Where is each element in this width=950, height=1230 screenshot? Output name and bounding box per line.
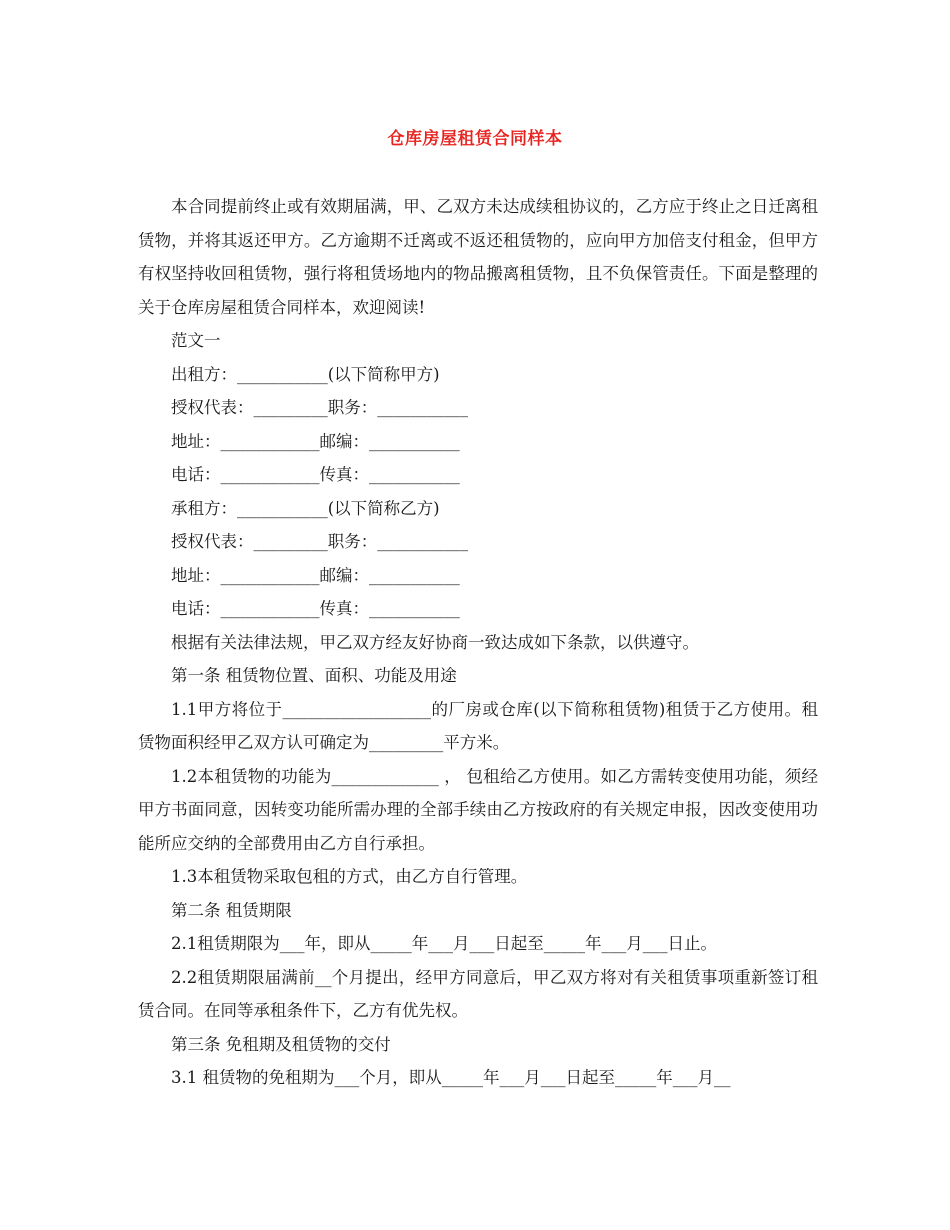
clause-1-2: 1.2本租赁物的功能为_____________ ， 包租给乙方使用。如乙方需转变使用功能，须经甲方书面同意，因转变功能所需办理的全部手续由乙方按政府的有关规定申报，因改变使用功能所应交纳的全部费用由乙方自行承担。 xyxy=(138,766,818,853)
document-title: 仓库房屋租赁合同样本 xyxy=(387,129,563,149)
article-2-heading: 第二条 租赁期限 xyxy=(171,900,292,920)
sample-heading: 范文一 xyxy=(171,331,221,350)
clause-3-1: 3.1 租赁物的免租期为___个月，即从_____年___月___日起至_____年___月__ xyxy=(171,1068,731,1087)
preamble-paragraph: 根据有关法律法规，甲乙双方经友好协商一致达成如下条款，以供遵守。 xyxy=(171,632,699,652)
lessor-representative-line: 授权代表：_________职务：___________ xyxy=(171,398,468,417)
lessee-address-line: 地址：____________邮编：___________ xyxy=(171,565,460,585)
intro-paragraph: 本合同提前终止或有效期届满，甲、乙双方未达成续租协议的，乙方应于终止之日迁离租赁物，并将其返还甲方。乙方逾期不迁离或不返还租赁物的，应向甲方加倍支付租金，但甲方有权坚持收回租赁物，强行将租赁场地内的物品搬离租赁物，且不负保管责任。下面是整理的关于仓库房屋租赁合同样本，欢迎阅读! xyxy=(138,197,818,317)
clause-2-2: 2.2租赁期限届满前__个月提出，经甲方同意后，甲乙双方将对有关租赁事项重新签订租赁合同。在同等承租条件下，乙方有优先权。 xyxy=(138,967,818,1020)
lessor-phone-line: 电话：____________传真：___________ xyxy=(171,465,460,484)
clause-1-1: 1.1甲方将位于__________________的厂房或仓库(以下简称租赁物)租赁于乙方使用。租赁物面积经甲乙双方认可确定为_________平方米。 xyxy=(138,699,818,752)
lessee-line: 承租方：___________(以下简称乙方) xyxy=(171,498,440,518)
document-body xyxy=(138,190,818,1095)
lessee-representative-line: 授权代表：_________职务：___________ xyxy=(171,532,468,551)
article-3-heading: 第三条 免租期及租赁物的交付 xyxy=(171,1034,391,1054)
lessor-address-line: 地址：____________邮编：___________ xyxy=(171,431,460,451)
lessor-line: 出租方：___________(以下简称甲方) xyxy=(171,364,440,384)
article-1-heading: 第一条 租赁物位置、面积、功能及用途 xyxy=(171,666,457,685)
clause-1-3: 1.3本租赁物采取包租的方式，由乙方自行管理。 xyxy=(171,867,528,886)
lessee-phone-line: 电话：____________传真：___________ xyxy=(171,599,460,618)
clause-2-1: 2.1租赁期限为___年，即从_____年___月___日起至_____年___月___日止。 xyxy=(171,934,717,953)
